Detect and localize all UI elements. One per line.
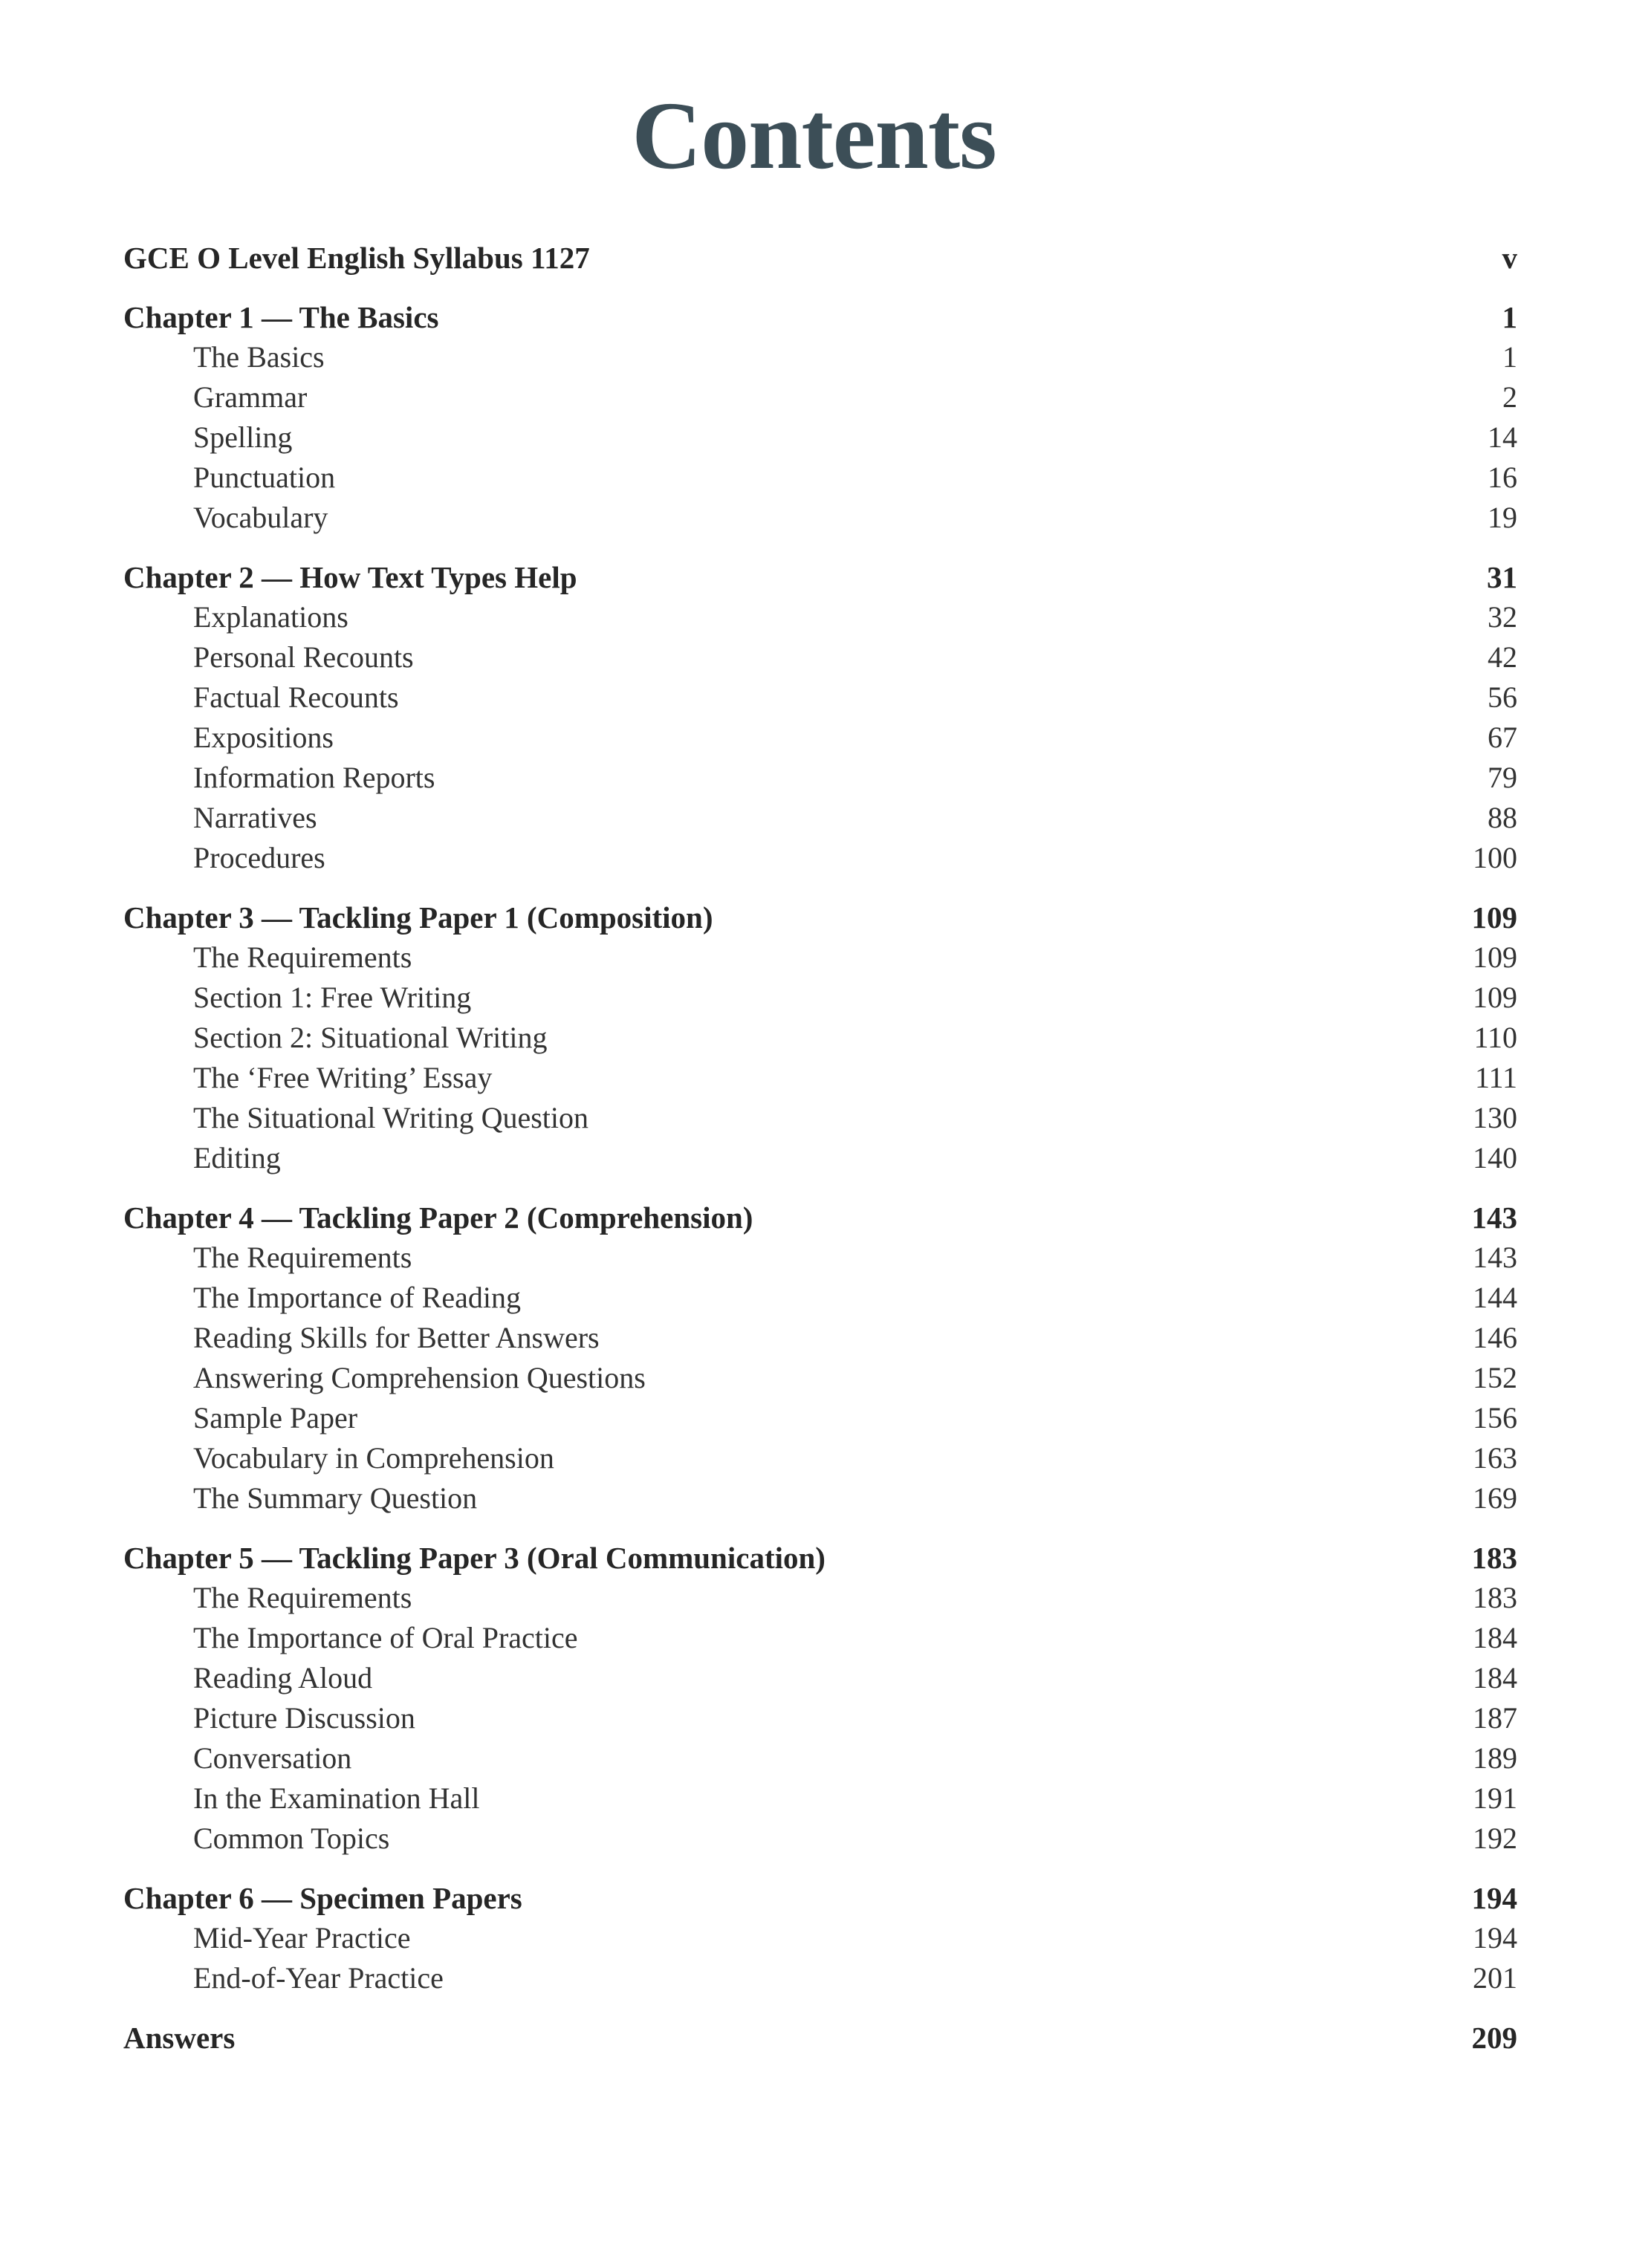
toc-page-number: 191 [1473,1781,1517,1815]
toc-section-title: Procedures [193,841,325,874]
toc-page-number: 140 [1473,1141,1517,1174]
toc-section-title: The Importance of Oral Practice [193,1621,578,1654]
toc-section-row [123,798,1517,838]
toc-section-row [123,678,1517,718]
toc-section-row [123,1578,1517,1618]
toc-page-number: 32 [1488,600,1517,634]
toc-chapter-row [123,1538,1517,1578]
toc-page-number: 88 [1488,801,1517,834]
toc-section-title: Conversation [193,1741,352,1775]
toc-section-title: Reading Skills for Better Answers [193,1321,600,1354]
toc-section-row [123,337,1517,377]
toc-section-row [123,938,1517,978]
toc-page-number: 194 [1471,1881,1517,1915]
toc-section-title: Punctuation [193,461,336,494]
toc-section-row [123,1819,1517,1859]
toc-page-number: 110 [1473,1021,1517,1054]
toc-section-row [123,377,1517,417]
toc-page-number: 144 [1473,1281,1517,1314]
toc-chapter-row [123,557,1517,597]
toc-page-number: 209 [1471,2021,1517,2055]
toc-section-title: Narratives [193,801,317,834]
toc-section-title: The Basics [193,340,325,374]
toc-section-title: The Situational Writing Question [193,1101,589,1134]
toc-section-title: Explanations [193,600,348,634]
toc-page-number: 189 [1473,1741,1517,1775]
toc-chapter-row [123,1878,1517,1918]
toc-section-title: Section 2: Situational Writing [193,1021,548,1054]
toc-page-number: 184 [1473,1661,1517,1694]
toc-section-row [123,1098,1517,1138]
toc-section-row [123,838,1517,878]
toc-page-number: 152 [1473,1361,1517,1394]
toc-section-title: Mid-Year Practice [193,1921,411,1955]
toc-section-row [123,1478,1517,1518]
toc-section-row [123,597,1517,637]
toc-chapter-title: Chapter 6 — Specimen Papers [123,1881,522,1915]
toc-section-title: In the Examination Hall [193,1781,480,1815]
toc-page-number: 183 [1471,1541,1517,1575]
toc-chapter-title: Chapter 5 — Tackling Paper 3 (Oral Communication) [123,1541,826,1575]
toc-section-row [123,1238,1517,1278]
toc-page-number: 169 [1473,1481,1517,1515]
toc-section-row [123,1738,1517,1778]
toc-section-title: Personal Recounts [193,640,414,674]
toc-page-number: 56 [1488,680,1517,714]
toc-section-title: Editing [193,1141,281,1174]
toc-section-title: Reading Aloud [193,1661,373,1694]
toc-page-number: 1 [1502,340,1517,374]
toc-section-row [123,1018,1517,1058]
toc-section-title: Factual Recounts [193,680,399,714]
toc-page-number: 143 [1471,1200,1517,1235]
toc-page-number: 187 [1473,1701,1517,1735]
toc-section-title: The Summary Question [193,1481,478,1515]
toc-section-title: Vocabulary [193,501,328,534]
toc-page-number: 163 [1473,1441,1517,1475]
toc-section-row [123,1918,1517,1958]
toc-section-title: Answering Comprehension Questions [193,1361,646,1394]
toc-chapter-row [123,897,1517,938]
toc-chapter-title: GCE O Level English Syllabus 1127 [123,241,590,275]
toc-section-row [123,637,1517,678]
toc-section-row [123,1318,1517,1358]
toc-section-row [123,417,1517,458]
toc-page-number: 100 [1473,841,1517,874]
toc-page-number: 79 [1488,761,1517,794]
toc-section-title: Sample Paper [193,1401,358,1434]
toc-section-title: The Requirements [193,1241,412,1274]
toc-section-row [123,1358,1517,1398]
toc-page-number: 146 [1473,1321,1517,1354]
toc-section-row [123,718,1517,758]
toc-section-title: The Requirements [193,940,412,974]
toc-section-title: The Requirements [193,1581,412,1614]
toc-chapter-title: Answers [123,2021,236,2055]
toc-page-number: 184 [1473,1621,1517,1654]
toc-chapter-row [123,2018,1517,2058]
toc-section-row [123,1438,1517,1478]
toc-page-number: 111 [1474,1061,1517,1094]
toc-page-number: 143 [1473,1241,1517,1274]
toc-section-row [123,458,1517,498]
toc-page-number: 1 [1502,300,1517,334]
toc-section-row [123,1778,1517,1819]
toc-section-row [123,1698,1517,1738]
toc-chapter-title: Chapter 4 — Tackling Paper 2 (Comprehension) [123,1200,753,1235]
toc-section-title: Picture Discussion [193,1701,415,1735]
toc-section-row [123,1958,1517,1998]
toc-page-number: 31 [1487,560,1517,594]
toc-section-title: Expositions [193,721,334,754]
page-title: Contents [632,82,996,189]
toc-section-title: The ‘Free Writing’ Essay [193,1061,493,1094]
toc-chapter-title: Chapter 1 — The Basics [123,300,439,334]
toc-page-number: 109 [1471,900,1517,935]
toc-chapter-title: Chapter 3 — Tackling Paper 1 (Composition) [123,900,713,935]
toc-section-title: Grammar [193,380,308,414]
toc-page-number: 156 [1473,1401,1517,1434]
toc-section-title: Spelling [193,420,293,454]
toc-page-number: 109 [1473,981,1517,1014]
toc-section-row [123,1618,1517,1658]
toc-page-number: 19 [1488,501,1517,534]
toc-section-title: Section 1: Free Writing [193,981,472,1014]
toc-section-row [123,1398,1517,1438]
toc-section-row [123,498,1517,538]
toc-page-number: 194 [1473,1921,1517,1955]
toc-chapter-row [123,297,1517,337]
toc-page-number: v [1502,241,1517,275]
table-of-contents [123,238,1517,2058]
toc-page-number: 67 [1488,721,1517,754]
toc-section-row [123,758,1517,798]
toc-section-title: Common Topics [193,1822,390,1855]
toc-page-number: 42 [1488,640,1517,674]
toc-page-number: 201 [1473,1961,1517,1995]
toc-section-title: Information Reports [193,761,435,794]
toc-section-title: Vocabulary in Comprehension [193,1441,554,1475]
toc-section-row [123,1278,1517,1318]
toc-section-title: The Importance of Reading [193,1281,521,1314]
toc-section-row [123,1658,1517,1698]
toc-page-number: 183 [1473,1581,1517,1614]
toc-section-row [123,1058,1517,1098]
toc-section-title: End-of-Year Practice [193,1961,444,1995]
toc-chapter-title: Chapter 2 — How Text Types Help [123,560,577,594]
toc-section-row [123,978,1517,1018]
toc-page-number: 109 [1473,940,1517,974]
toc-page-number: 192 [1473,1822,1517,1855]
toc-chapter-row [123,238,1517,278]
toc-page-number: 130 [1473,1101,1517,1134]
toc-section-row [123,1138,1517,1178]
toc-page-number: 2 [1502,380,1517,414]
toc-chapter-row [123,1198,1517,1238]
toc-page-number: 16 [1488,461,1517,494]
toc-page-number: 14 [1488,420,1517,454]
